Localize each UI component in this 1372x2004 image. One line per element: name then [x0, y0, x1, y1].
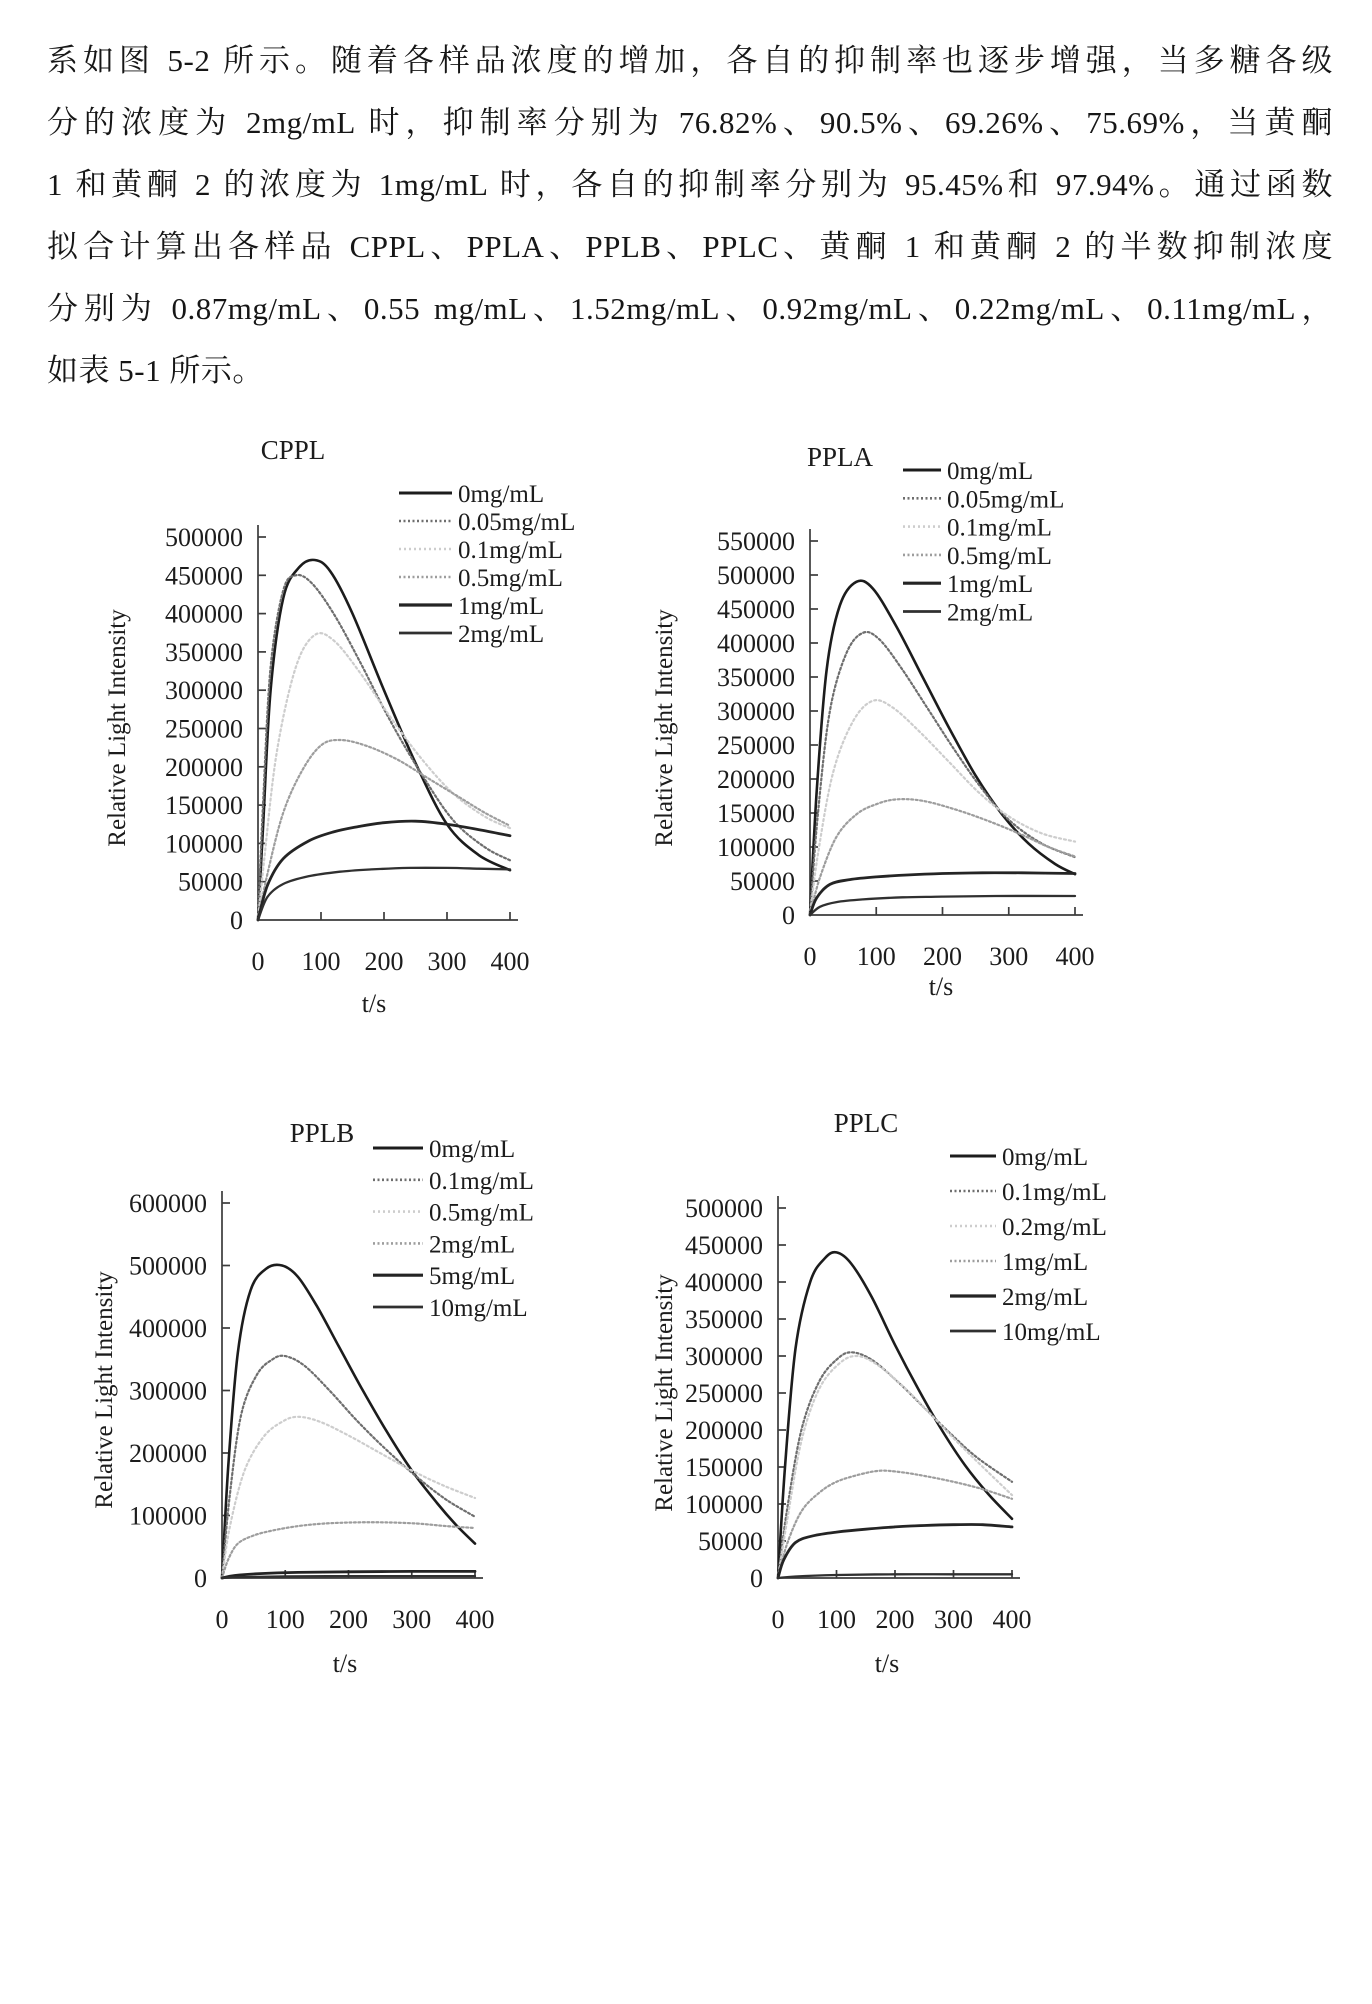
legend-item: [373, 1168, 534, 1195]
legend-label: 0.1mg/mL: [429, 1167, 534, 1195]
y-tick-label: 50000: [698, 1527, 763, 1556]
y-tick-label: 300000: [685, 1342, 763, 1371]
chart-title: PPLB: [289, 1118, 355, 1148]
x-tick-label: 200: [875, 1605, 915, 1634]
legend-item: [373, 1231, 515, 1258]
legend: [373, 1136, 534, 1322]
x-tick-label: 100: [856, 942, 896, 971]
x-tick-label: 0: [215, 1605, 229, 1634]
legend-label: 2mg/mL: [1002, 1284, 1089, 1311]
legend-label: 0mg/mL: [458, 481, 545, 508]
x-tick-label: 400: [1055, 942, 1095, 971]
y-tick-label: 500000: [717, 561, 795, 590]
x-tick-label: 0: [771, 1605, 785, 1634]
y-axis-label: Relative Light Intensity: [91, 1271, 118, 1509]
legend-label: 0.05mg/mL: [458, 509, 576, 536]
text-line-4: 拟合计算出各样品 CPPL、PPLA、PPLB、PPLC、黄酮 1 和黄酮 2 的半数抑制浓度: [47, 229, 1333, 264]
y-axis-label: Relative Light Intensity: [651, 1274, 678, 1512]
chart-ppla: [651, 442, 1095, 1001]
y-tick-label: 200000: [165, 752, 243, 782]
y-tick-label: 50000: [178, 867, 243, 897]
legend: [950, 1144, 1107, 1346]
x-tick-label: 100: [817, 1605, 856, 1634]
legend-label: 2mg/mL: [458, 621, 545, 648]
chart-title: PPLC: [833, 1108, 899, 1138]
legend-item: [950, 1249, 1088, 1276]
x-tick-label: 100: [265, 1605, 305, 1634]
legend-item: [950, 1319, 1101, 1346]
y-tick-label: 250000: [717, 731, 795, 760]
legend-item: [399, 621, 544, 648]
legend-item: [950, 1144, 1088, 1171]
y-tick-label: 450000: [717, 595, 795, 624]
y-tick-label: 550000: [717, 527, 795, 556]
series-curve-0.2mg/mL: [778, 1356, 1012, 1578]
y-tick-label: 300000: [717, 697, 795, 726]
y-tick-label: 500000: [685, 1194, 763, 1223]
legend-label: 0mg/mL: [1002, 1144, 1089, 1171]
legend-item: [399, 537, 563, 564]
series-curve-2mg/mL: [778, 1524, 1012, 1578]
series-curve-0mg/mL: [810, 581, 1075, 915]
legend: [399, 481, 575, 648]
x-axis-label: t/s: [332, 1649, 358, 1678]
y-tick-label: 400000: [717, 629, 795, 658]
y-tick-label: 350000: [685, 1305, 763, 1334]
legend-item: [950, 1214, 1107, 1241]
y-tick-label: 300000: [165, 676, 243, 706]
legend-item: [373, 1200, 534, 1227]
y-tick-label: 400000: [165, 599, 243, 629]
chart-pplb: [91, 1118, 534, 1678]
y-tick-label: 300000: [129, 1376, 207, 1406]
text-line-3: 1 和黄酮 2 的浓度为 1mg/mL 时，各自的抑制率分别为 95.45%和 97.94%。通过函数: [47, 167, 1333, 202]
series-curve-0.1mg/mL: [258, 633, 510, 920]
y-tick-label: 400000: [129, 1314, 207, 1343]
x-axis-label: t/s: [928, 972, 954, 1001]
legend-label: 2mg/mL: [429, 1231, 516, 1259]
x-tick-label: 300: [427, 947, 467, 976]
x-tick-label: 0: [251, 947, 265, 976]
y-tick-label: 0: [782, 901, 795, 930]
text-line-5: 分别为 0.87mg/mL、0.55 mg/mL、1.52mg/mL、0.92mg/mL、0.22mg/mL、0.11mg/mL，: [47, 291, 1333, 326]
y-axis-label: Relative Light Intensity: [651, 609, 678, 847]
legend-label: 0.5mg/mL: [429, 1199, 534, 1227]
y-tick-label: 200000: [129, 1439, 207, 1468]
x-axis-label: t/s: [361, 989, 387, 1018]
y-tick-label: 250000: [165, 714, 243, 744]
y-tick-label: 150000: [685, 1453, 763, 1482]
legend: [903, 458, 1064, 627]
legend-item: [373, 1136, 515, 1163]
series-curve-0.5mg/mL: [222, 1417, 475, 1578]
legend-label: 0mg/mL: [429, 1136, 516, 1163]
legend-item: [903, 543, 1052, 570]
x-tick-label: 300: [989, 942, 1029, 971]
x-tick-label: 400: [455, 1605, 495, 1634]
y-tick-label: 0: [230, 906, 243, 935]
x-tick-label: 300: [392, 1605, 432, 1634]
series-curve-0.1mg/mL: [222, 1356, 475, 1578]
x-tick-label: 200: [329, 1605, 368, 1634]
y-tick-label: 0: [750, 1564, 763, 1593]
legend-label: 2mg/mL: [947, 599, 1034, 627]
legend-label: 0.1mg/mL: [1002, 1179, 1107, 1206]
x-tick-label: 100: [301, 947, 341, 976]
y-tick-label: 400000: [685, 1268, 763, 1297]
chart-pplc: [651, 1108, 1107, 1678]
legend-item: [399, 509, 575, 536]
legend-label: 10mg/mL: [429, 1295, 528, 1322]
legend-item: [903, 571, 1033, 598]
y-tick-label: 450000: [165, 561, 243, 591]
legend-label: 0.1mg/mL: [947, 514, 1052, 542]
y-tick-label: 0: [194, 1564, 207, 1593]
legend-label: 1mg/mL: [458, 593, 545, 620]
axis-lines: [778, 1196, 1020, 1578]
x-axis-label: t/s: [874, 1649, 900, 1678]
text-line-6: 如表 5-1 所示。: [47, 353, 264, 388]
series-curve-2mg/mL: [222, 1522, 475, 1578]
legend-item: [399, 565, 563, 592]
legend-item: [903, 486, 1064, 513]
y-tick-label: 500000: [129, 1251, 207, 1281]
legend-label: 0.5mg/mL: [458, 565, 563, 592]
text-line-2: 分的浓度为 2mg/mL 时，抑制率分别为 76.82%、90.5%、69.26%、75.69%，当黄酮: [47, 105, 1333, 140]
x-tick-label: 400: [490, 947, 530, 976]
legend-label: 0.5mg/mL: [947, 542, 1052, 570]
legend-item: [903, 600, 1033, 627]
x-tick-label: 200: [364, 947, 404, 976]
legend-label: 10mg/mL: [1002, 1319, 1101, 1346]
y-tick-label: 450000: [685, 1231, 763, 1260]
y-axis-label: Relative Light Intensity: [104, 609, 131, 847]
legend-item: [373, 1263, 515, 1290]
chart-title: PPLA: [806, 442, 874, 472]
legend-item: [903, 515, 1052, 542]
x-tick-label: 400: [992, 1605, 1032, 1634]
legend-item: [399, 481, 544, 508]
x-tick-label: 0: [803, 942, 817, 971]
y-tick-label: 250000: [685, 1379, 763, 1408]
y-tick-label: 200000: [685, 1416, 763, 1445]
y-tick-label: 100000: [165, 829, 243, 859]
x-tick-label: 200: [923, 942, 962, 971]
y-tick-label: 100000: [685, 1490, 763, 1519]
y-tick-label: 350000: [165, 637, 243, 667]
chart-cppl: [104, 435, 575, 1018]
y-tick-label: 600000: [129, 1189, 207, 1218]
series-curve-1mg/mL: [258, 821, 510, 920]
legend-label: 1mg/mL: [1002, 1249, 1089, 1276]
y-tick-label: 100000: [717, 833, 795, 862]
legend-item: [373, 1295, 528, 1322]
legend-item: [950, 1179, 1107, 1206]
series-curve-0mg/mL: [778, 1252, 1012, 1578]
x-tick-label: 300: [934, 1605, 973, 1634]
text-line-1: 系如图 5-2 所示。随着各样品浓度的增加，各自的抑制率也逐步增强，当多糖各级: [47, 43, 1333, 78]
y-tick-label: 150000: [165, 791, 243, 821]
legend-label: 5mg/mL: [429, 1263, 516, 1291]
legend-label: 0.05mg/mL: [947, 486, 1065, 514]
chart-title: CPPL: [260, 435, 326, 465]
y-tick-label: 500000: [165, 523, 243, 552]
y-tick-label: 150000: [717, 799, 795, 828]
y-tick-label: 50000: [730, 867, 795, 896]
legend-label: 0mg/mL: [947, 458, 1034, 485]
y-tick-label: 200000: [717, 765, 795, 794]
series-curve-0.5mg/mL: [258, 740, 510, 920]
legend-item: [399, 593, 544, 620]
legend-label: 0.1mg/mL: [458, 537, 563, 564]
legend-item: [903, 458, 1033, 485]
series-curve-0.1mg/mL: [778, 1352, 1012, 1578]
legend-item: [950, 1284, 1088, 1311]
legend-label: 0.2mg/mL: [1002, 1214, 1107, 1241]
y-tick-label: 100000: [129, 1501, 207, 1531]
legend-label: 1mg/mL: [947, 571, 1034, 599]
y-tick-label: 350000: [717, 663, 795, 692]
